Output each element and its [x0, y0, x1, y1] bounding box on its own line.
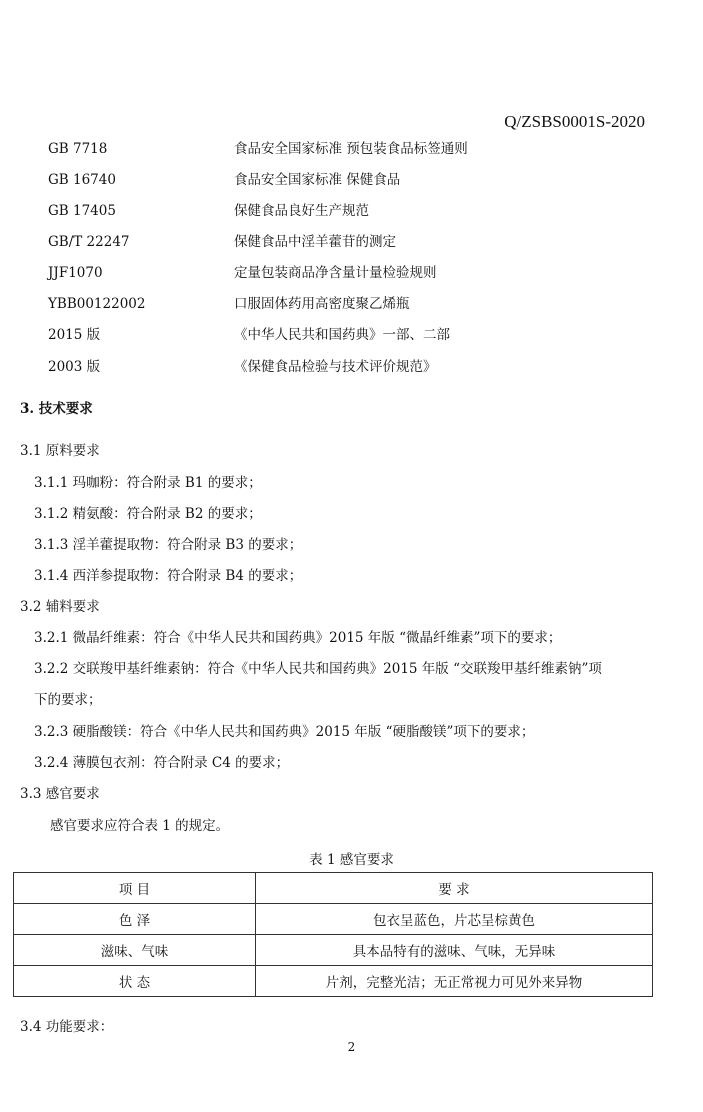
- standard-code: 2015 版: [48, 327, 101, 343]
- list-item: 3.2.3 硬脂酸镁：符合《中华人民共和国药典》2015 年版 “硬脂酸镁”项下的要求；: [34, 724, 535, 740]
- table-caption: 表 1 感官要求: [309, 852, 394, 868]
- subsection-heading: 3.3 感官要求: [20, 786, 100, 802]
- document-code: Q/ZSBS0001S-2020: [504, 112, 645, 131]
- table-row: [14, 904, 653, 935]
- sensory-table: [13, 872, 653, 997]
- table-cell: 包衣呈蓝色，片芯呈棕黄色: [256, 904, 653, 935]
- standard-row: [0, 357, 703, 377]
- standard-code: GB 7718: [48, 141, 108, 157]
- standard-title: 食品安全国家标准 保健食品: [234, 172, 401, 188]
- standard-code: GB 16740: [48, 172, 116, 188]
- standard-row: [0, 232, 703, 252]
- table-cell: 状 态: [14, 966, 256, 997]
- subsection-heading: 3.2 辅料要求: [20, 599, 100, 615]
- standard-code: GB 17405: [48, 203, 116, 219]
- standard-title: 食品安全国家标准 预包装食品标签通则: [234, 141, 468, 157]
- page-number: 2: [347, 1040, 356, 1054]
- list-item: 3.1.2 精氨酸：符合附录 B2 的要求；: [34, 506, 262, 522]
- standard-row: [0, 325, 703, 345]
- standard-code: 2003 版: [48, 359, 101, 375]
- standard-code: JJF1070: [48, 265, 103, 281]
- standard-title: 《中华人民共和国药典》一部、二部: [234, 327, 450, 343]
- table-cell: 具本品特有的滋味、气味，无异味: [256, 935, 653, 966]
- subsection-heading: 3.4 功能要求：: [20, 1019, 114, 1035]
- standard-row: [0, 170, 703, 190]
- list-item-continuation: 下的要求；: [34, 692, 102, 708]
- standard-title: 口服固体药用高密度聚乙烯瓶: [234, 296, 410, 312]
- standard-title: 保健食品中淫羊藿苷的测定: [234, 234, 396, 250]
- subsection-heading: 3.1 原料要求: [20, 443, 100, 459]
- list-item: 3.2.2 交联羧甲基纤维素钠：符合《中华人民共和国药典》2015 年版 “交联羧甲基纤维素钠”项: [34, 661, 602, 677]
- paragraph: 感官要求应符合表 1 的规定。: [50, 818, 230, 834]
- standard-row: [0, 201, 703, 221]
- standard-title: 定量包装商品净含量计量检验规则: [234, 265, 437, 281]
- list-item: 3.2.1 微晶纤维素：符合《中华人民共和国药典》2015 年版 “微晶纤维素”项下的要求；: [34, 630, 562, 646]
- standard-row: [0, 139, 703, 159]
- standard-code: YBB00122002: [48, 296, 146, 312]
- table-header-cell: 要 求: [256, 873, 653, 904]
- table-cell: 色 泽: [14, 904, 256, 935]
- table-cell: 片剂，完整光洁；无正常视力可见外来异物: [256, 966, 653, 997]
- standard-title: 保健食品良好生产规范: [234, 203, 369, 219]
- standard-row: [0, 294, 703, 314]
- table-cell: 滋味、气味: [14, 935, 256, 966]
- list-item: 3.2.4 薄膜包衣剂：符合附录 C4 的要求；: [34, 755, 290, 771]
- standard-row: [0, 263, 703, 283]
- table-header-cell: 项 目: [14, 873, 256, 904]
- table-row: [14, 935, 653, 966]
- standard-title: 《保健食品检验与技术评价规范》: [234, 359, 437, 375]
- list-item: 3.1.1 玛咖粉：符合附录 B1 的要求；: [34, 475, 262, 491]
- table-header-row: [14, 873, 653, 904]
- standard-code: GB/T 22247: [48, 234, 130, 250]
- list-item: 3.1.4 西洋参提取物：符合附录 B4 的要求；: [34, 568, 303, 584]
- table-row: [14, 966, 653, 997]
- section-heading: 3. 技术要求: [20, 401, 93, 417]
- list-item: 3.1.3 淫羊藿提取物：符合附录 B3 的要求；: [34, 537, 303, 553]
